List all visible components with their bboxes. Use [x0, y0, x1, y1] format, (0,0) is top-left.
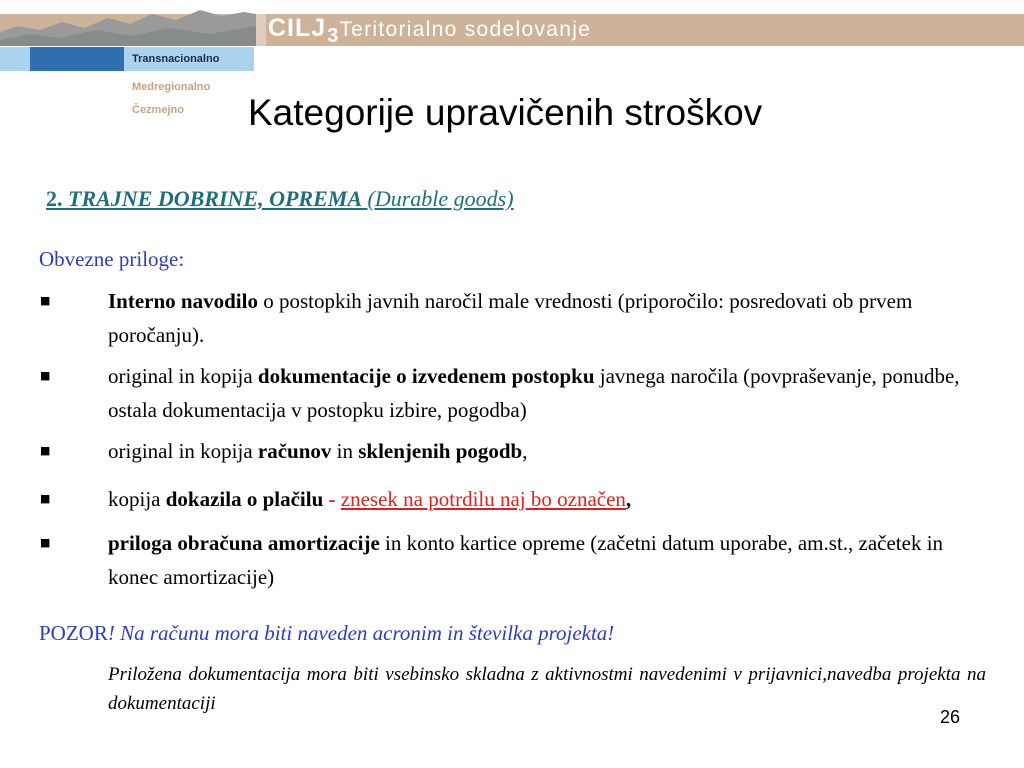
section-title: TRAJNE DOBRINE, OPREMA [68, 186, 363, 211]
banner-brand: CILJ [268, 14, 327, 42]
banner-brand-suffix: 3 [327, 25, 339, 47]
square-bullet-icon: ■ [40, 294, 51, 307]
banner-label: Teritorialno sodelovanje [339, 18, 592, 41]
page-title: Kategorije upravičenih stroškov [248, 92, 763, 133]
warning-notice [39, 621, 614, 646]
legend-item-interregional: Medregionalno [132, 81, 211, 93]
warning-lead: POZOR [39, 621, 108, 645]
square-bullet-icon: ■ [40, 492, 51, 505]
legend-item-crossborder: Čezmejno [132, 104, 184, 116]
section-heading [46, 186, 514, 212]
square-bullet-icon: ■ [40, 536, 51, 549]
bullet-item: ■ original in kopija računov in sklenjenih pogodb, [40, 434, 990, 468]
section-number: 2. [46, 186, 63, 211]
warning-text: ! Na računu mora biti naveden acronim in številka projekta! [107, 621, 615, 645]
legend-bar-light [0, 47, 30, 71]
documentation-note: Priložena dokumentacija mora biti vsebinsko skladna z aktivnostmi navedenimi v prijavnici,navedba projekta na dokumentaciji [108, 664, 986, 714]
square-bullet-icon: ■ [40, 369, 51, 382]
bullet-item: ■ Interno navodilo o postopkih javnih naročil male vrednosti (priporočilo: posredovati ob prvem poročanju). [40, 284, 990, 352]
square-bullet-icon: ■ [40, 444, 51, 457]
slide-number: 26 [940, 707, 961, 727]
legend-item-transnational: Transnacionalno [132, 53, 220, 65]
bullet-item: ■ priloga obračuna amortizacije in konto kartice opreme (začetni datum uporabe, am.st., začetek in konec amortizacije) [40, 526, 990, 594]
required-attachments-heading: Obvezne priloge: [39, 247, 185, 271]
bullet-item: ■ kopija dokazila o plačilu - znesek na potrdilu naj bo označen, [40, 482, 990, 516]
section-subtitle: (Durable goods) [367, 186, 514, 211]
bullet-item: ■ original in kopija dokumentacije o izvedenem postopku javnega naročila (povpraševanje, ponudbe, ostala dokumentacija v postopku izbire, pogodba) [40, 359, 990, 427]
banner-title [268, 14, 592, 47]
header-banner [0, 0, 1024, 46]
payment-mark-link[interactable]: znesek na potrdilu naj bo označen [340, 487, 626, 511]
legend-bar-dark [30, 47, 124, 71]
